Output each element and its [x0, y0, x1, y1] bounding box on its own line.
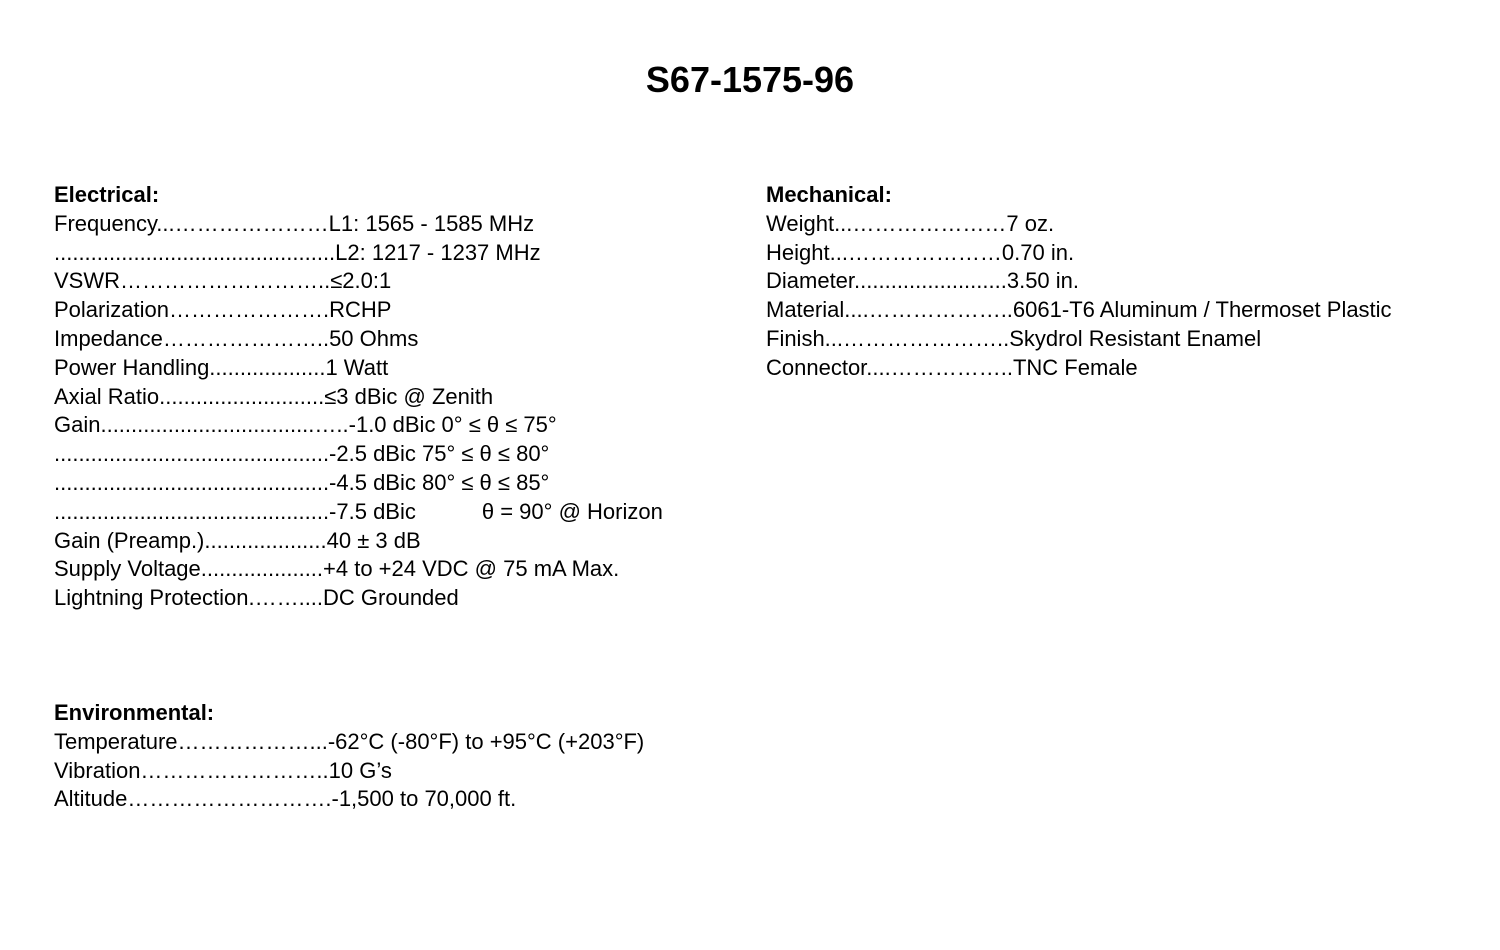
spec-vibration: Vibration……………………..10 G’s [54, 757, 392, 783]
spec-gain-horizon [54, 498, 663, 527]
spec-axial-ratio: Axial Ratio...........................≤3 dBic @ Zenith [54, 383, 494, 409]
spec-power-handling: Power Handling...................1 Watt [54, 354, 389, 380]
spec-gain-0-75: Gain...................................…..-1.0 dBic 0° ≤ θ ≤ 75° [54, 412, 557, 438]
spec-height: Height...…………………0.70 in. [766, 239, 1075, 265]
mechanical-section [766, 181, 1392, 383]
document-title: S67-1575-96 [645, 59, 855, 100]
spec-gain-75-80: .............................................-2.5 dBic 75° ≤ θ ≤ 80° [54, 441, 550, 467]
mechanical-heading: Mechanical: [766, 182, 892, 207]
spec-lightning-protection: Lightning Protection.……....DC Grounded [54, 585, 459, 611]
spec-vswr: VSWR………………………..≤2.0:1 [54, 268, 392, 294]
spec-gain-preamp: Gain (Preamp.)....................40 ± 3 dB [54, 527, 421, 553]
spec-weight: Weight...…………………7 oz. [766, 210, 1055, 236]
spec-connector: Connector....……………..TNC Female [766, 354, 1138, 380]
spec-frequency-l2: ..............................................L2: 1217 - 1237 MHz [54, 239, 541, 265]
spec-diameter: Diameter.........................3.50 in. [766, 268, 1080, 294]
spec-finish: Finish...…………………..Skydrol Resistant Enamel [766, 325, 1262, 351]
spec-temperature: Temperature………………...-62°C (-80°F) to +95°C (+203°F) [54, 728, 645, 754]
spec-frequency-l1: Frequency...…………………L1: 1565 - 1585 MHz [54, 210, 535, 236]
spec-altitude: Altitude……………………….-1,500 to 70,000 ft. [54, 786, 517, 812]
environmental-section [54, 699, 644, 814]
spec-supply-voltage: Supply Voltage....................+4 to +24 VDC @ 75 mA Max. [54, 556, 620, 582]
spec-polarization: Polarization………………….RCHP [54, 297, 392, 323]
spec-gain-horizon-value: .............................................-7.5 dBic [54, 498, 416, 524]
electrical-heading: Electrical: [54, 182, 160, 207]
spec-gain-horizon-angle: θ = 90° @ Horizon [481, 498, 663, 524]
spec-material: Material....………………..6061-T6 Aluminum / Thermoset Plastic [766, 297, 1392, 323]
environmental-heading: Environmental: [54, 700, 215, 725]
electrical-section [54, 181, 663, 613]
spec-gain-80-85: .............................................-4.5 dBic 80° ≤ θ ≤ 85° [54, 469, 550, 495]
spec-impedance: Impedance…………………..50 Ohms [54, 325, 419, 351]
